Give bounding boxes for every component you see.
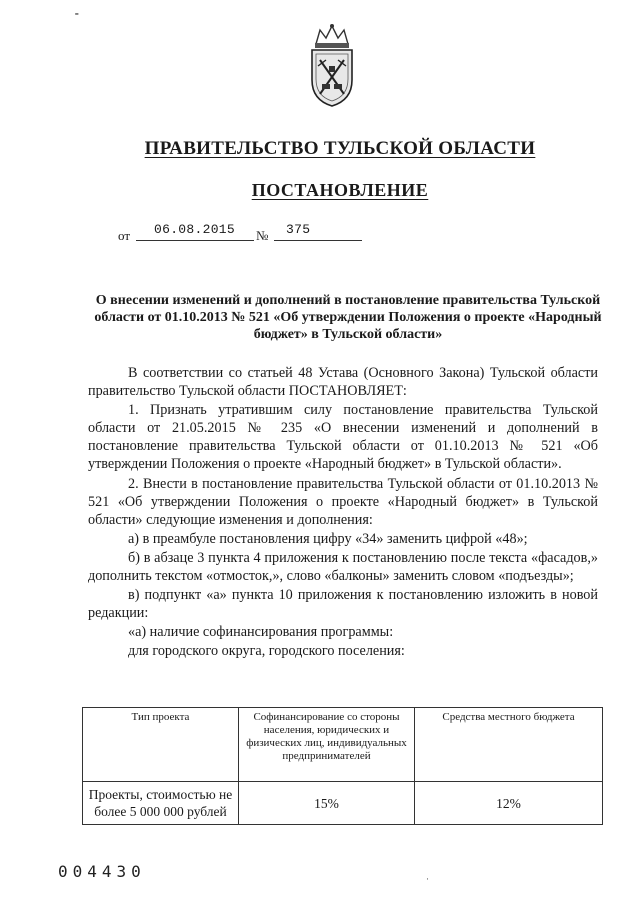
document-heading: О внесении изменений и дополнений в постановление правительства Тульской области от 01.10.2013 № 521 «Об утверждении Положения о проекте «Народный бюджет» в Тульской области» [94, 293, 602, 342]
scan-mark: · [426, 874, 429, 884]
table-cell: 15% [239, 782, 415, 825]
serial-number: 004430 [58, 862, 146, 881]
number-value: 375 [286, 222, 311, 237]
scan-speck: ⁃ [74, 9, 80, 21]
paragraph: а) в преамбуле постановления цифру «34» заменить цифрой «48»; [128, 530, 528, 547]
government-title: ПРАВИТЕЛЬСТВО ТУЛЬСКОЙ ОБЛАСТИ [144, 138, 536, 159]
paragraph: в) подпункт «а» пункта 10 приложения к постановлению изложить в новой редакции: [88, 587, 598, 622]
paragraph: для городского округа, городского поселения: [128, 643, 405, 660]
date-value: 06.08.2015 [154, 222, 236, 237]
tula-coat-of-arms-icon [302, 22, 362, 108]
document-body [88, 364, 598, 661]
cofinancing-table [82, 707, 603, 825]
table-row [83, 782, 603, 825]
table-header-row [83, 708, 603, 782]
number-label: № [256, 228, 269, 243]
paragraph: «а) наличие софинансирования программы: [128, 624, 394, 641]
column-header-cofinancing: Софинансирование со стороны населения, юридических и физических лиц, индивидуальных предпринимателей [239, 708, 415, 782]
table-cell: 12% [415, 782, 603, 825]
number-underline [274, 240, 362, 241]
date-underline [136, 240, 254, 241]
table-cell: Проекты, стоимостью не более 5 000 000 рублей [83, 782, 239, 825]
date-label: от [118, 228, 131, 243]
document-type: ПОСТАНОВЛЕНИЕ [251, 180, 429, 200]
paragraph: 1. Признать утратившим силу постановление правительства Тульской области от 21.05.2015 № 235 «О внесении изменений и дополнений в постановление правительства Тульской области от 01.10.2013 № 521 «Об утверждении Положения о проекте «Народный бюджет» в Тульской области». [88, 402, 598, 473]
column-header-local-budget: Средства местного бюджета [415, 708, 603, 782]
paragraph: В соответствии со статьей 48 Устава (Основного Закона) Тульской области правительство Тульской области ПОСТАНОВЛЯЕТ: [88, 365, 598, 400]
paragraph: 2. Внести в постановление правительства Тульской области от 01.10.2013 № 521 «Об утверждении Положения о проекте «Народный бюджет» в Тульской области» следующие изменения и дополнения: [88, 475, 598, 528]
paragraph: б) в абзаце 3 пункта 4 приложения к постановлению после текста «фасадов,» дополнить текстом «отмосток,», слово «балконы» заменить словом «подъезды»; [88, 549, 598, 585]
column-header-project-type: Тип проекта [83, 708, 239, 782]
